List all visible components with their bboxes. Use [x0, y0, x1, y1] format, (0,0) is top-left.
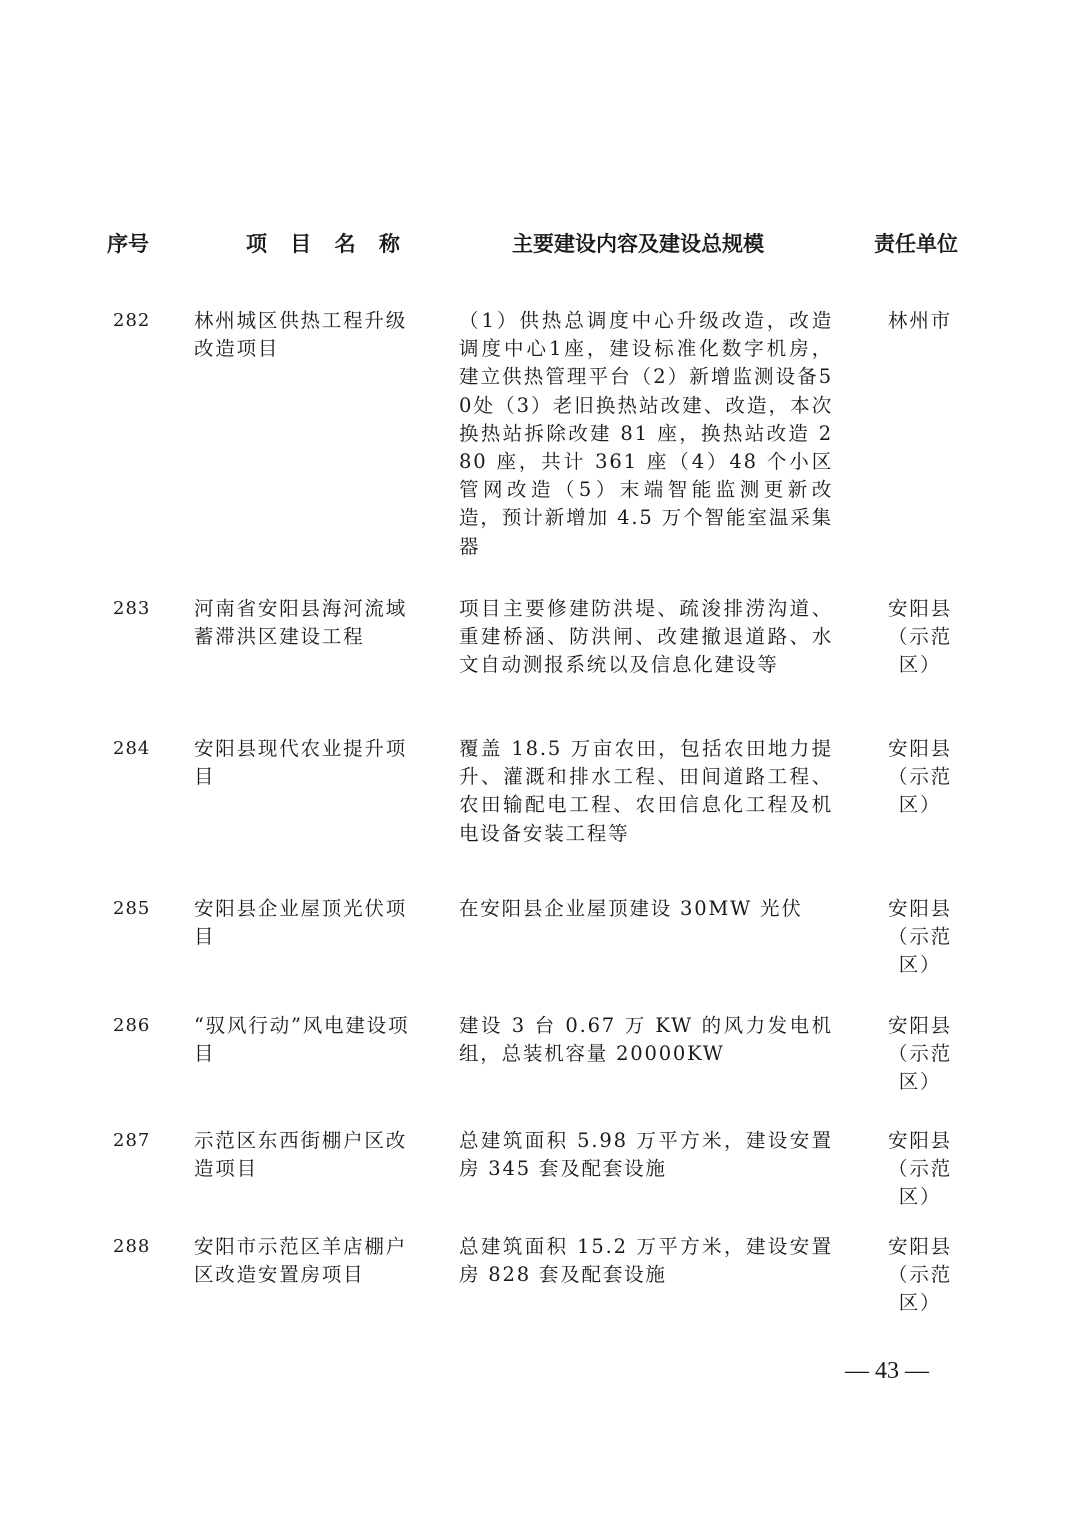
row-seq: 285	[113, 898, 151, 919]
row-name: 示范区东西街棚户区改造项目	[194, 1129, 408, 1181]
row-name: 河南省安阳县海河流域蓄滞洪区建设工程	[194, 597, 408, 649]
row-content: （1）供热总调度中心升级改造，改造调度中心1座，建设标准化数字机房，建立供热管理平台（2）新增监测设备50处（3）老旧换热站改建、改造，本次换热站拆除改建 81 座，换热站改造 280 座，共计 361 座（4）48 个小区管网改造（5）末端智能监测更新改造，预计新增加 4.5 万个智能室温采集器	[459, 309, 833, 558]
row-name: 安阳市示范区羊店棚户区改造安置房项目	[194, 1235, 408, 1287]
row-content: 项目主要修建防洪堤、疏浚排涝沟道、重建桥涵、防洪闸、改建撤退道路、水文自动测报系统以及信息化建设等	[459, 597, 833, 677]
row-name: 安阳县现代农业提升项目	[194, 737, 408, 789]
header-name: 项 目 名 称	[246, 232, 408, 256]
row-unit: 林州市	[888, 309, 952, 332]
row-content: 建设 3 台 0.67 万 KW 的风力发电机组，总装机容量 20000KW	[459, 1014, 833, 1066]
row-unit: 安阳县（示范区）	[888, 897, 952, 977]
row-seq: 282	[113, 310, 151, 331]
row-name: 安阳县企业屋顶光伏项目	[194, 897, 408, 949]
table-header	[0, 228, 1080, 262]
page-number: — 43 —	[845, 1358, 929, 1384]
header-content: 主要建设内容及建设总规模	[512, 232, 764, 256]
row-seq: 286	[113, 1015, 151, 1036]
row-name: “驭风行动”风电建设项目	[194, 1014, 410, 1066]
header-unit: 责任单位	[874, 232, 958, 256]
row-unit: 安阳县（示范区）	[888, 1129, 952, 1209]
row-seq: 287	[113, 1130, 151, 1151]
row-seq: 288	[113, 1236, 151, 1257]
row-seq: 284	[113, 738, 151, 759]
row-unit: 安阳县（示范区）	[888, 597, 952, 677]
row-content: 覆盖 18.5 万亩农田，包括农田地力提升、灌溉和排水工程、田间道路工程、农田输配电工程、农田信息化工程及机电设备安装工程等	[459, 737, 833, 845]
row-content: 总建筑面积 15.2 万平方米，建设安置房 828 套及配套设施	[459, 1235, 833, 1287]
row-content: 总建筑面积 5.98 万平方米，建设安置房 345 套及配套设施	[459, 1129, 833, 1181]
row-unit: 安阳县（示范区）	[888, 1235, 952, 1315]
header-seq: 序号	[107, 232, 149, 256]
row-unit: 安阳县（示范区）	[888, 737, 952, 817]
row-unit: 安阳县（示范区）	[888, 1014, 952, 1094]
row-seq: 283	[113, 598, 151, 619]
row-content: 在安阳县企业屋顶建设 30MW 光伏	[459, 897, 803, 920]
row-name: 林州城区供热工程升级改造项目	[194, 309, 408, 361]
